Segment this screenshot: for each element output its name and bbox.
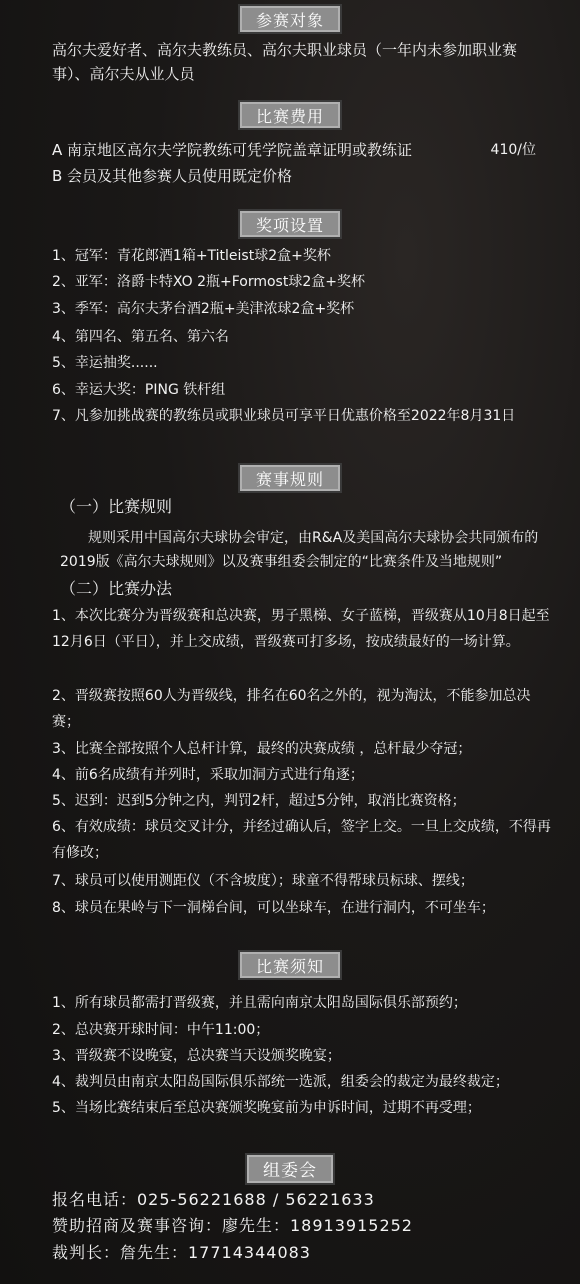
award-item: 4、第四名、第五名、第六名 <box>52 329 229 345</box>
section-title-notice: 比赛须知 <box>240 952 340 978</box>
rules-subheading-2: （二）比赛办法 <box>60 579 173 598</box>
award-item: 6、幸运大奖：PING 铁杆组 <box>52 382 226 398</box>
rule-item: 1、本次比赛分为晋级赛和总决赛，男子黑梯、女子蓝梯，晋级赛从10月8日起至12月6日（平日），并上交成绩，晋级赛可打多场，按成绩最好的一场计算。 <box>52 608 550 650</box>
fee-item-b: B 会员及其他参赛人员使用既定价格 <box>52 167 293 185</box>
award-item: 3、季军：高尔夫茅台酒2瓶+美津浓球2盒+奖杯 <box>52 301 355 317</box>
section-title-rules: 赛事规则 <box>240 465 340 491</box>
fee-item-a <box>52 141 566 159</box>
rule-item: 3、比赛全部按照个人总杆计算，最终的决赛成绩 ，总杆最少夺冠； <box>52 741 472 757</box>
section-title-committee: 组委会 <box>247 1155 333 1183</box>
rule-item: 4、前6名成绩有并列时，采取加洞方式进行角逐； <box>52 767 364 783</box>
section-title-awards: 奖项设置 <box>240 211 340 237</box>
contact-sponsorship: 赞助招商及赛事咨询：廖先生：18913915252 <box>52 1216 413 1235</box>
notice-item: 2、总决赛开球时间：中午11:00； <box>52 1022 270 1038</box>
section-title-fees: 比赛费用 <box>240 102 340 128</box>
rule-item: 5、迟到：迟到5分钟之内，判罚2杆，超过5分钟，取消比赛资格； <box>52 793 466 809</box>
fee-item-a-price: 410/位 <box>490 142 536 158</box>
participants-text: 高尔夫爱好者、高尔夫教练员、高尔夫职业球员（一年内未参加职业赛事）、高尔夫从业人员 <box>52 41 518 83</box>
fee-item-a-label: A 南京地区高尔夫学院教练可凭学院盖章证明或教练证 <box>52 141 413 159</box>
award-item: 5、幸运抽奖...... <box>52 355 158 371</box>
award-item: 1、冠军：青花郎酒1箱+Titleist球2盒+奖杯 <box>52 248 331 264</box>
notice-item: 1、所有球员都需打晋级赛，并且需向南京太阳岛国际俱乐部预约； <box>52 995 467 1011</box>
award-item: 2、亚军：洛爵卡特XO 2瓶+Formost球2盒+奖杯 <box>52 274 365 290</box>
award-item: 7、凡参加挑战赛的教练员或职业球员可享平日优惠价格至2022年8月31日 <box>52 408 516 424</box>
notice-item: 3、晋级赛不设晚宴，总决赛当天设颁奖晚宴； <box>52 1048 341 1064</box>
contact-registration: 报名电话：025-56221688 / 56221633 <box>52 1190 375 1209</box>
rule-item: 6、有效成绩：球员交叉计分，并经过确认后，签字上交。一旦上交成绩，不得再有修改； <box>52 819 551 861</box>
section-title-participants: 参赛对象 <box>240 6 340 32</box>
notice-item: 5、当场比赛结束后至总决赛颁奖晚宴前为申诉时间，过期不再受理； <box>52 1100 481 1116</box>
rules-text: 规则采用中国高尔夫球协会审定，由R&A及美国高尔夫球协会共同颁布的2019版《高尔夫球规则》以及赛事组委会制定的“比赛条件及当地规则” <box>60 530 539 570</box>
rule-item: 7、球员可以使用测距仪（不含坡度）；球童不得帮球员标球、摆线； <box>52 873 474 889</box>
rule-item: 2、晋级赛按照60人为晋级线，排名在60名之外的，视为淘汰，不能参加总决赛； <box>52 688 531 730</box>
contact-referee: 裁判长：詹先生：17714344083 <box>52 1243 311 1262</box>
rules-subheading-1: （一）比赛规则 <box>60 497 173 516</box>
rule-item: 8、球员在果岭与下一洞梯台间，可以坐球车，在进行洞内，不可坐车； <box>52 900 495 916</box>
notice-item: 4、裁判员由南京太阳岛国际俱乐部统一选派，组委会的裁定为最终裁定； <box>52 1074 509 1090</box>
